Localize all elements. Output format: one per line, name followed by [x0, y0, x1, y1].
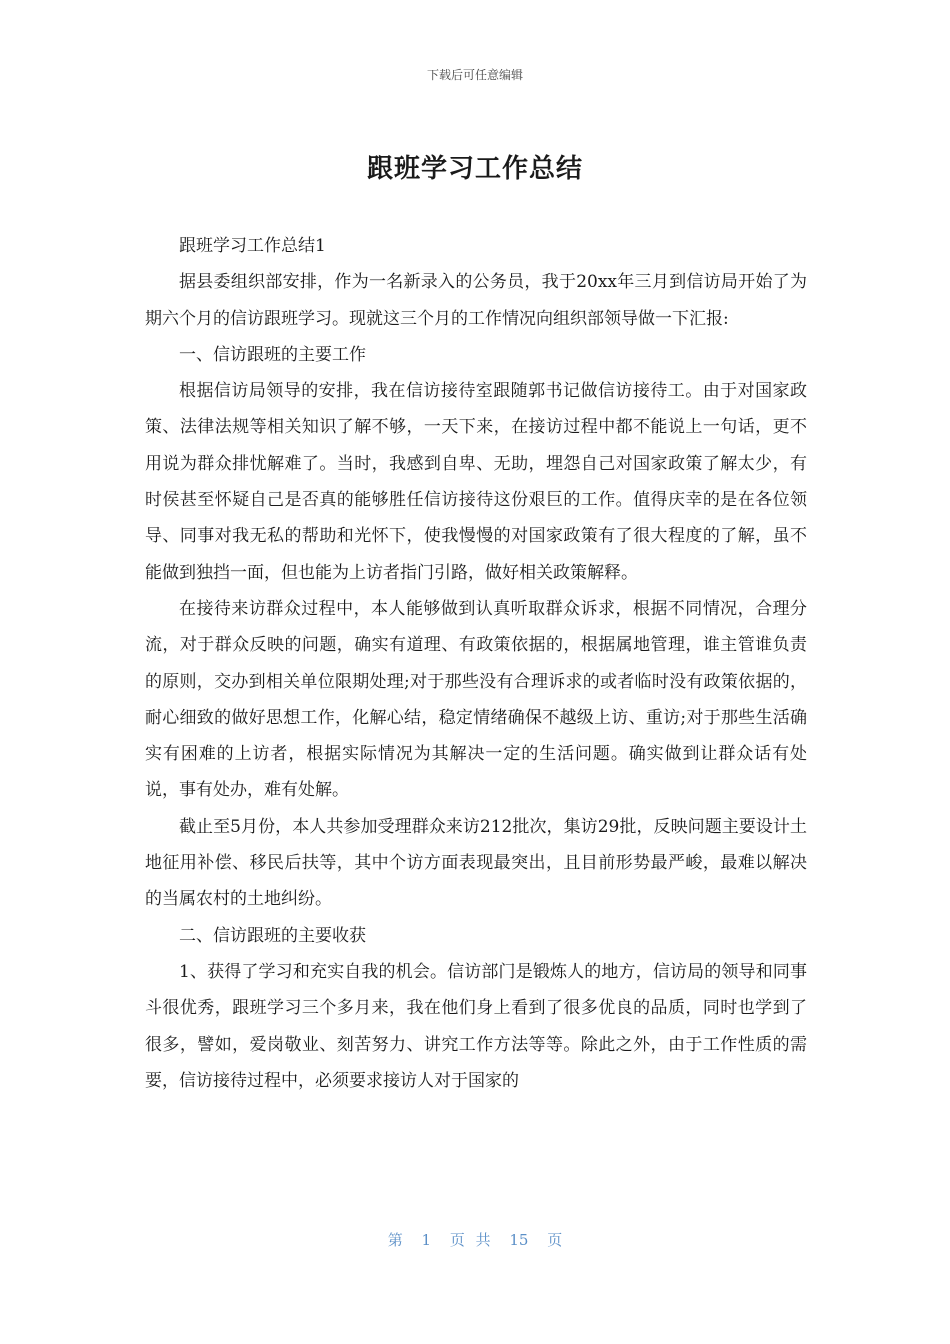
section-heading: 一、信访跟班的主要工作: [179, 344, 366, 365]
paragraph: 1、获得了学习和充实自我的机会。信访部门是锻炼人的地方，信访局的领导和同事斗很优秀，跟班学习三个多月来，我在他们身上看到了很多优良的品质，同时也学到了很多，譬如，爱岗敬业、刻苦努力、讲究工作方法等等。除此之外，由于工作性质的需要，信访接待过程中，必须要求接访人对于国家的: [145, 961, 807, 1091]
footer-middle: 页 共: [449, 1231, 491, 1249]
page-footer: [0, 1229, 950, 1250]
document-title: 跟班学习工作总结: [366, 154, 583, 184]
footer-prefix: 第: [387, 1231, 403, 1249]
paragraph: 据县委组织部安排，作为一名新录入的公务员，我于20xx年三月到信访局开始了为期六个月的信访跟班学习。现就这三个月的工作情况向组织部领导做一下汇报:: [145, 272, 807, 329]
document-body: [145, 228, 807, 1099]
paragraph: 根据信访局领导的安排，我在信访接待室跟随郭书记做信访接待工。由于对国家政策、法律法规等相关知识了解不够，一天下来，在接访过程中都不能说上一句话，更不用说为群众排忧解难了。当时，我感到自卑、无助，埋怨自己对国家政策了解太少，有时侯甚至怀疑自己是否真的能够胜任信访接待这份艰巨的工作。值得庆幸的是在各位领导、同事对我无私的帮助和光怀下，使我慢慢的对国家政策有了很大程度的了解，虽不能做到独挡一面，但也能为上访者指门引路，做好相关政策解释。: [145, 381, 807, 583]
section-heading: 二、信访跟班的主要收获: [179, 925, 366, 946]
paragraph-subtitle: 跟班学习工作总结1: [179, 236, 326, 256]
paragraph: 在接待来访群众过程中，本人能够做到认真听取群众诉求，根据不同情况，合理分流，对于群众反映的问题，确实有道理、有政策依据的，根据属地管理，谁主管谁负责的原则，交办到相关单位限期处理;对于那些没有合理诉求的或者临时没有政策依据的，耐心细致的做好思想工作，化解心结，稳定情绪确保不越级上访、重访;对于那些生活确实有困难的上访者，根据实际情况为其解决一定的生活问题。确实做到让群众话有处说，事有处办，难有处解。: [145, 598, 807, 801]
page-header-note: 下载后可任意编辑: [426, 68, 523, 82]
paragraph: 截止至5月份，本人共参加受理群众来访212批次，集访29批，反映问题主要设计土地征用补偿、移民后扶等，其中个访方面表现最突出，且目前形势最严峻，最难以解决的当属农村的土地纠纷。: [145, 816, 807, 910]
footer-suffix: 页: [547, 1231, 563, 1249]
total-pages-number: 15: [509, 1231, 529, 1249]
current-page-number: 1: [421, 1231, 432, 1249]
